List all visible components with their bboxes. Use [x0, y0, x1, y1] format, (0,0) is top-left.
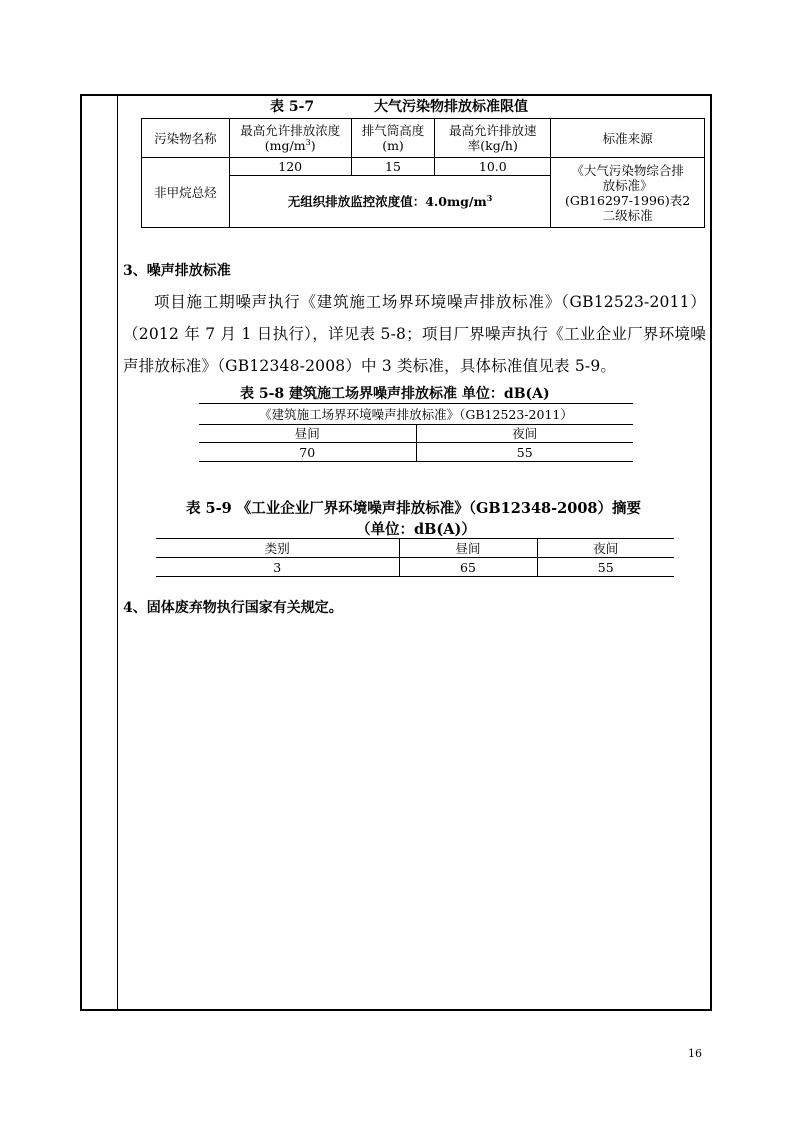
table57-cell-stack-height: 15 — [351, 158, 435, 176]
table57-source-line4: 二级标准 — [602, 207, 653, 223]
table57-header-stack-height-unit: (m) — [382, 138, 404, 153]
table59 — [156, 538, 674, 577]
table58-header-night: 夜间 — [416, 425, 633, 443]
table59-value-night: 55 — [537, 558, 674, 577]
table57-source-line2: 放标准》 — [602, 177, 653, 193]
table57-title — [270, 96, 528, 116]
table57-header-concentration-sup: 3 — [305, 137, 311, 147]
table59-value-row — [156, 558, 674, 577]
table58-value-day: 70 — [199, 443, 416, 462]
table57-header-stack-height-line1: 排气筒高度 — [361, 123, 425, 138]
table59-header-category: 类别 — [156, 539, 399, 558]
table57-header-concentration-close: ) — [310, 138, 316, 153]
table57-title-text: 大气污染物排放标准限值 — [374, 99, 528, 115]
table57-row-values — [142, 158, 705, 176]
table57-header-stack-height — [351, 119, 435, 158]
table57-source-line3: (GB16297-1996)表2 — [565, 192, 691, 208]
table57-header-pollutant: 污染物名称 — [142, 119, 230, 158]
table57-fugitive-text: 无组织排放监控浓度值：4.0mg/m — [287, 194, 487, 209]
section4-heading: 4、固体废弃物执行国家有关规定。 — [123, 600, 343, 616]
table57 — [141, 118, 705, 228]
table58-header-row — [199, 425, 633, 443]
table59-header-day: 昼间 — [399, 539, 537, 558]
table57-header-concentration-line1: 最高允许排放浓度 — [240, 123, 341, 138]
table57-cell-fugitive — [229, 176, 550, 228]
frame-left-column-divider — [117, 94, 118, 1011]
page-number: 16 — [688, 1047, 702, 1060]
table57-number: 表 5-7 — [270, 99, 315, 115]
table59-header-row — [156, 539, 674, 558]
table58-value-row — [199, 443, 633, 462]
table57-header-rate-line1: 最高允许排放速 — [449, 123, 537, 138]
table57-cell-concentration: 120 — [229, 158, 351, 176]
table58-title: 表 5-8 建筑施工场界噪声排放标准 单位：dB(A) — [240, 386, 550, 402]
table57-cell-pollutant: 非甲烷总烃 — [142, 158, 230, 228]
table59-title: 表 5-9 《工业企业厂界环境噪声排放标准》（GB12348-2008）摘要 — [186, 500, 641, 517]
table59-value-category: 3 — [156, 558, 399, 577]
section3-heading: 3、噪声排放标准 — [123, 263, 231, 279]
table57-source-line1: 《大气污染物综合排 — [571, 162, 684, 178]
table59-unit: （单位：dB(A)） — [356, 521, 476, 538]
table57-cell-rate: 10.0 — [435, 158, 551, 176]
table58-value-night: 55 — [416, 443, 633, 462]
section3-paragraph: 项目施工期噪声执行《建筑施工场界环境噪声排放标准》（GB12523-2011）（2012 年 7 月 1 日执行），详见表 5-8；项目厂界噪声执行《工业企业厂界环境噪声排放标准》（GB12348-2008）中 3 类标准，具体标准值见表 5-9。 — [123, 293, 706, 375]
table57-header-rate-line2: 率(kg/h) — [467, 138, 518, 153]
table58-header-day: 昼间 — [199, 425, 416, 443]
table57-header-rate — [435, 119, 551, 158]
table58-standard: 《建筑施工场界环境噪声排放标准》（GB12523-2011） — [199, 404, 633, 425]
table57-fugitive-sup: 3 — [486, 192, 493, 203]
table59-value-day: 65 — [399, 558, 537, 577]
table57-header-source: 标准来源 — [551, 119, 705, 158]
table59-header-night: 夜间 — [537, 539, 674, 558]
table57-header-row — [142, 119, 705, 158]
table57-header-concentration — [229, 119, 351, 158]
table58-standard-row — [199, 404, 633, 425]
table57-header-concentration-unit: (mg/m — [264, 138, 306, 153]
table58 — [199, 403, 633, 462]
table57-cell-source — [551, 158, 705, 228]
